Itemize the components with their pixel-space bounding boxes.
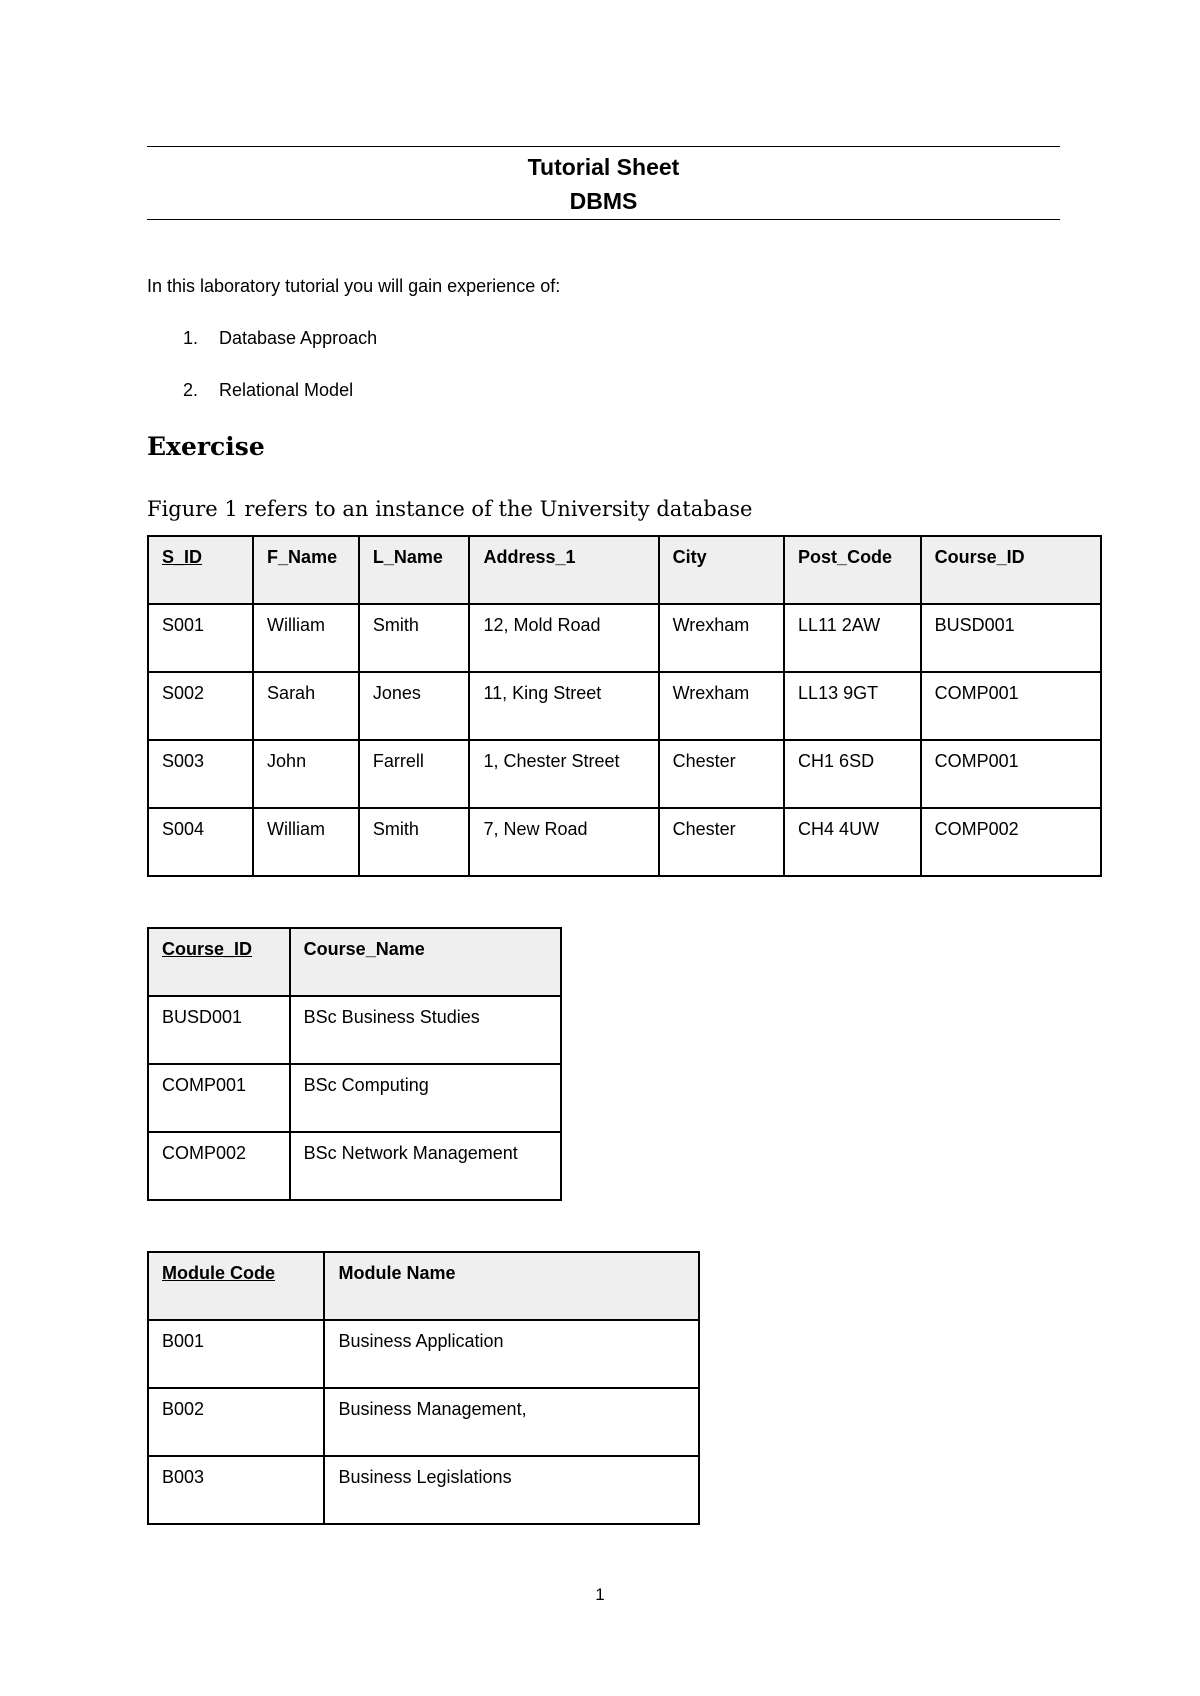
table-cell: John [253,740,359,808]
table-cell: 7, New Road [469,808,658,876]
table-cell: BUSD001 [148,996,290,1064]
table-cell: Chester [659,740,784,808]
student-table [147,535,1102,877]
page-number: 1 [595,1585,605,1604]
page-subtitle: DBMS [569,188,638,214]
column-header: Module Code [148,1252,324,1320]
table-cell: William [253,604,359,672]
table-cell: COMP001 [148,1064,290,1132]
column-header: Address_1 [469,536,658,604]
intro-text: In this laboratory tutorial you will gain experience of: [147,276,561,296]
column-header: City [659,536,784,604]
table-cell: COMP001 [921,740,1101,808]
page-title: Tutorial Sheet [527,154,680,180]
table-row [148,996,561,1064]
table-cell: 11, King Street [469,672,658,740]
table-cell: Sarah [253,672,359,740]
table-row [148,1388,699,1456]
table-row [148,808,1101,876]
table-row [148,672,1101,740]
table-row [148,1132,561,1200]
table-cell: S004 [148,808,253,876]
table-row [148,740,1101,808]
table-cell: CH1 6SD [784,740,921,808]
table-row [148,1064,561,1132]
table-cell: 12, Mold Road [469,604,658,672]
table-row [148,1320,699,1388]
column-header: Post_Code [784,536,921,604]
table-row [148,1456,699,1524]
table-cell: B001 [148,1320,324,1388]
bottom-rule [147,219,1060,220]
table-row [148,604,1101,672]
table-cell: Farrell [359,740,470,808]
table-cell: B003 [148,1456,324,1524]
column-header: S_ID [148,536,253,604]
table-cell: LL13 9GT [784,672,921,740]
list-item-label: Database Approach [219,328,378,348]
table-cell: BSc Business Studies [290,996,561,1064]
column-header: Course_ID [921,536,1101,604]
table-cell: COMP001 [921,672,1101,740]
table-cell: 1, Chester Street [469,740,658,808]
exercise-heading: Exercise [147,432,265,461]
table-cell: Wrexham [659,672,784,740]
list-item [183,328,377,349]
table-cell: Business Management, [324,1388,699,1456]
figure-caption: Figure 1 refers to an instance of the University database [147,497,753,521]
module-table [147,1251,700,1525]
table-cell: Chester [659,808,784,876]
table-cell: Jones [359,672,470,740]
table-cell: BSc Network Management [290,1132,561,1200]
course-table [147,927,562,1201]
table-cell: LL11 2AW [784,604,921,672]
table-cell: COMP002 [921,808,1101,876]
table-cell: COMP002 [148,1132,290,1200]
column-header: F_Name [253,536,359,604]
list-item [183,380,353,401]
table-cell: S001 [148,604,253,672]
table-cell: Smith [359,808,470,876]
table-cell: S003 [148,740,253,808]
table-header-row [148,536,1101,604]
table-cell: BUSD001 [921,604,1101,672]
table-cell: BSc Computing [290,1064,561,1132]
list-item-label: Relational Model [219,380,354,400]
column-header: Course_Name [290,928,561,996]
list-number: 1. [183,328,199,348]
column-header: L_Name [359,536,470,604]
title-block [147,150,1060,218]
table-cell: S002 [148,672,253,740]
top-rule [147,146,1060,147]
table-header-row [148,1252,699,1320]
table-cell: B002 [148,1388,324,1456]
table-header-row [148,928,561,996]
table-cell: Wrexham [659,604,784,672]
table-cell: CH4 4UW [784,808,921,876]
column-header: Module Name [324,1252,699,1320]
table-cell: William [253,808,359,876]
list-number: 2. [183,380,199,400]
table-cell: Business Legislations [324,1456,699,1524]
table-cell: Smith [359,604,470,672]
table-cell: Business Application [324,1320,699,1388]
column-header: Course_ID [148,928,290,996]
